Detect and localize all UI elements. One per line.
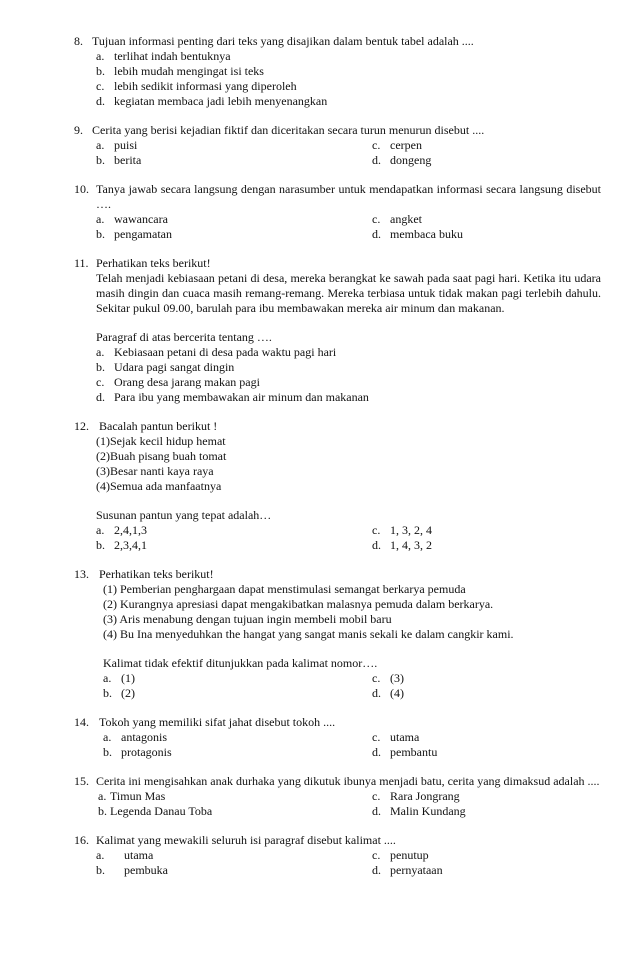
option-b: b. (2) [103,686,135,700]
options-grid [103,730,638,760]
pantun-line: (3)Besar nanti kaya raya [96,464,214,478]
option-c: c. lebih sedikit informasi yang diperoleh [96,79,297,93]
option-b: b. protagonis [103,745,172,759]
question-number: 15. [74,774,89,788]
option-a: a. 2,4,1,3 [96,523,147,537]
question-text: Cerita ini mengisahkan anak durhaka yang dikutuk ibunya menjadi batu, cerita yang dimaksud adalah .... [96,774,600,788]
question-9 [0,123,638,168]
sentence-line: (2) Kurangnya apresiasi dapat mengakibatkan malasnya pemuda dalam berkarya. [103,597,494,611]
question-text: Kalimat yang mewakili seluruh isi paragraf disebut kalimat .... [96,833,396,847]
question-number: 8. [74,34,83,48]
options-grid [96,138,638,168]
question-text: Perhatikan teks berikut! [99,567,214,581]
option-d: d. Malin Kundang [372,804,466,818]
question-16 [0,833,638,878]
option-b: b. 2,3,4,1 [96,538,147,552]
question-prompt: Kalimat tidak efektif ditunjukkan pada kalimat nomor…. [103,656,378,670]
option-a: a. wawancara [96,212,168,226]
question-11 [0,256,638,405]
question-number: 10. [74,182,89,196]
question-number: 9. [74,123,83,137]
option-d: d. kegiatan membaca jadi lebih menyenangkan [96,94,328,108]
option-a: a. Timun Mas [98,789,166,803]
question-8 [0,34,638,109]
option-b: b. berita [96,153,142,167]
option-b: b. Legenda Danau Toba [98,804,213,818]
option-b: b. pembuka [96,863,168,877]
question-number: 13. [74,567,89,581]
option-c: c. (3) [372,671,404,685]
question-number: 14. [74,715,89,729]
option-a: a. puisi [96,138,138,152]
question-14 [0,715,638,760]
question-text: Perhatikan teks berikut! [96,256,211,270]
option-a: a. terlihat indah bentuknya [96,49,231,63]
option-d: d. membaca buku [372,227,463,241]
options-grid [103,671,638,701]
question-prompt: Susunan pantun yang tepat adalah… [96,508,272,522]
options-list [96,345,601,405]
sentence-line: (1) Pemberian penghargaan dapat menstimulasi semangat berkarya pemuda [103,582,466,596]
options-list [96,49,601,109]
exam-page [0,34,638,892]
question-15 [0,774,638,819]
question-number: 12. [74,419,89,433]
question-text: Bacalah pantun berikut ! [99,419,218,433]
option-d: d. pernyataan [372,863,443,877]
reading-passage: Telah menjadi kebiasaan petani di desa, mereka berangkat ke sawah pada saat pagi hari. Ketika itu udara masih dingin dan cuaca masih remang-remang. Mereka terbiasa untuk tidak makan pagi terlebih dahulu. Sekitar pukul 09.00, barulah para ibu membawakan mereka air minum dan makanan. [96,271,601,315]
sentence-line: (4) Bu Ina menyeduhkan the hangat yang sangat manis sekali ke dalam cangkir kami. [103,627,514,641]
question-prompt: Paragraf di atas bercerita tentang …. [96,330,272,344]
pantun-line: (4)Semua ada manfaatnya [96,479,222,493]
option-b: b. pengamatan [96,227,172,241]
option-c: c. utama [372,730,420,744]
option-c: c. Orang desa jarang makan pagi [96,375,260,389]
question-number: 16. [74,833,89,847]
option-d: d. dongeng [372,153,432,167]
options-grid [96,523,638,553]
sentence-line: (3) Aris menabung dengan tujuan ingin membeli mobil baru [103,612,392,626]
option-c: c. Rara Jongrang [372,789,460,803]
question-13 [0,567,638,701]
option-c: c. angket [372,212,422,226]
option-a: a. (1) [103,671,135,685]
option-c: c. 1, 3, 2, 4 [372,523,432,537]
option-a: a. utama [96,848,154,862]
option-a: a. antagonis [103,730,167,744]
options-grid [96,212,638,242]
question-text: Cerita yang berisi kejadian fiktif dan diceritakan secara turun menurun disebut .... [92,123,485,137]
question-text: Tanya jawab secara langsung dengan narasumber untuk mendapatkan informasi secara langsung disebut …. [96,182,601,211]
option-b: b. lebih mudah mengingat isi teks [96,64,264,78]
option-d: d. pembantu [372,745,438,759]
option-a: a. Kebiasaan petani di desa pada waktu pagi hari [96,345,337,359]
option-b: b. Udara pagi sangat dingin [96,360,235,374]
options-grid [98,789,638,819]
question-text: Tokoh yang memiliki sifat jahat disebut tokoh .... [99,715,336,729]
question-12 [0,419,638,553]
pantun-line: (2)Buah pisang buah tomat [96,449,227,463]
option-d: d. Para ibu yang membawakan air minum dan makanan [96,390,369,404]
option-c: c. penutup [372,848,429,862]
option-c: c. cerpen [372,138,422,152]
option-d: d. 1, 4, 3, 2 [372,538,432,552]
question-text: Tujuan informasi penting dari teks yang disajikan dalam bentuk tabel adalah .... [92,34,474,48]
question-number: 11. [74,256,89,270]
option-d: d. (4) [372,686,404,700]
pantun-line: (1)Sejak kecil hidup hemat [96,434,226,448]
question-10 [0,182,638,242]
options-grid [96,848,638,878]
